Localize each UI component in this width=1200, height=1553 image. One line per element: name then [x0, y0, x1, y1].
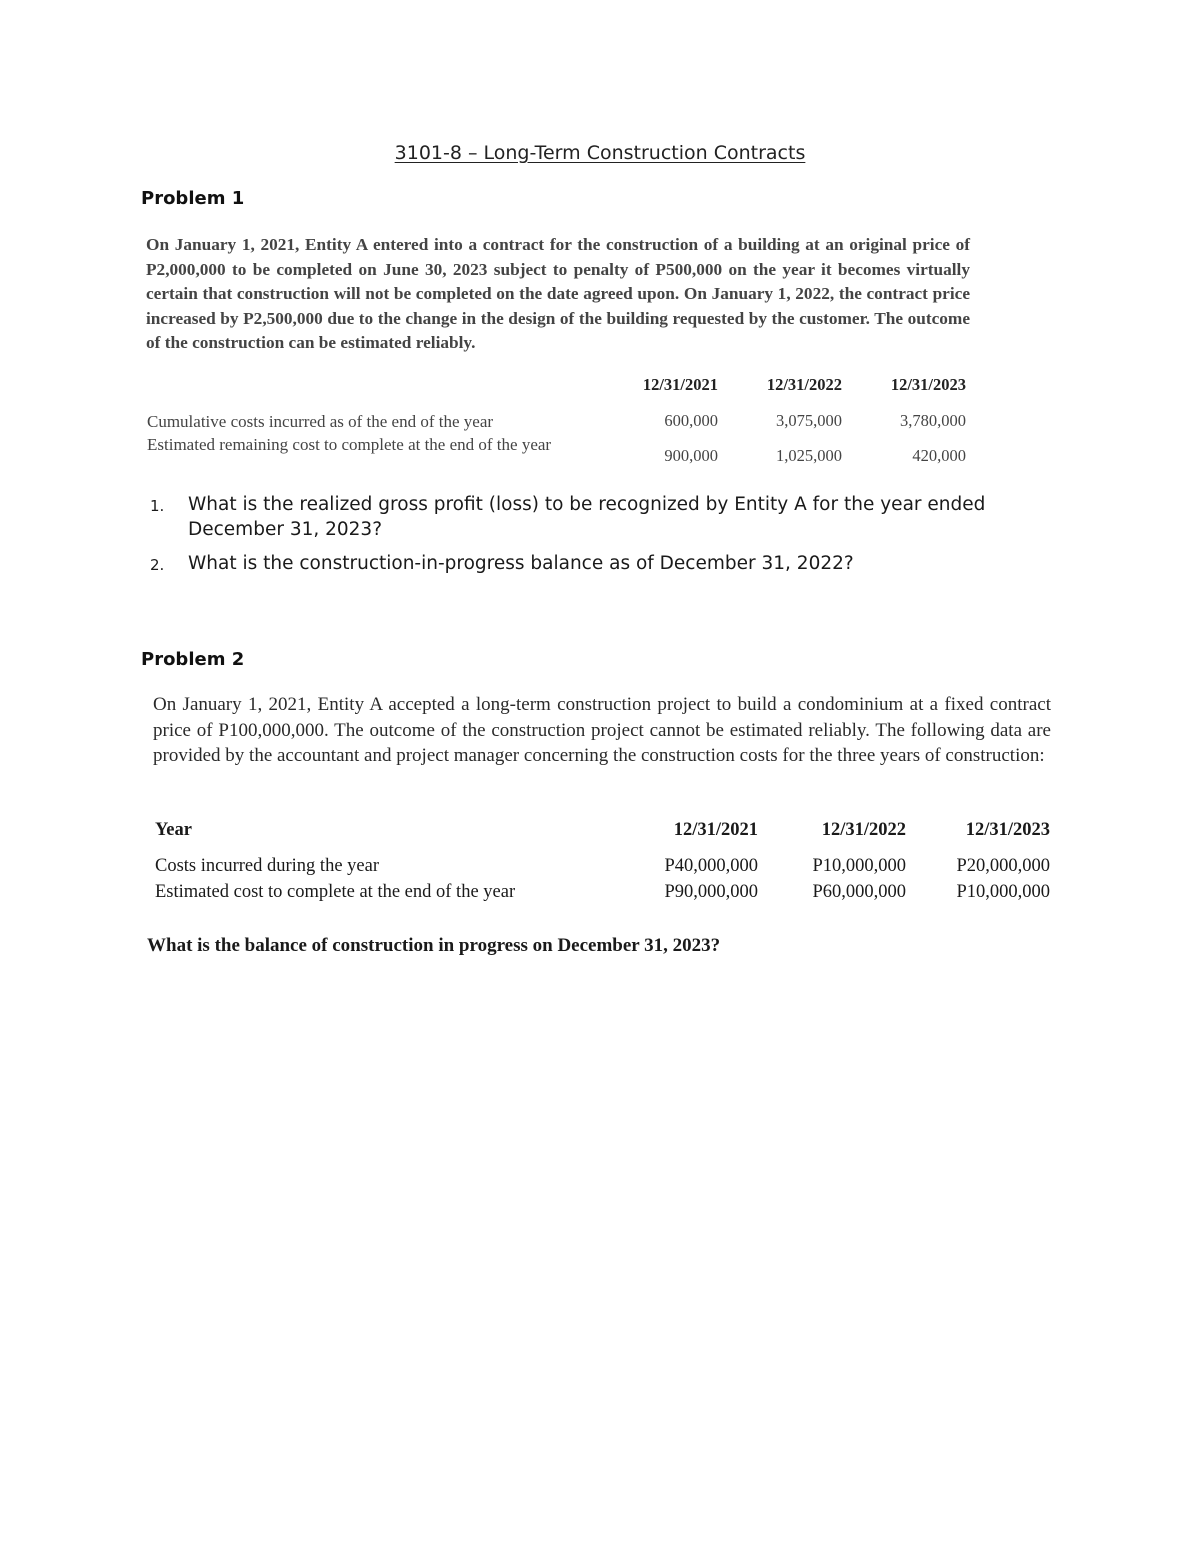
problem2-heading: Problem 2 [141, 649, 245, 670]
p1-row2-value-2021: 900,000 [664, 446, 718, 465]
p1-row1-label: Cumulative costs incurred as of the end of the year [147, 412, 494, 431]
p2-row1-value-2022: P10,000,000 [812, 856, 906, 876]
p2-row1-label: Costs incurred during the year [155, 856, 379, 876]
problem2-question: What is the balance of construction in progress on December 31, 2023? [147, 935, 721, 956]
problem2-paragraph: On January 1, 2021, Entity A accepted a long-term construction project to build a condominium at a fixed contract price of P100,000,000. The outcome of the construction project cannot be estimated reliably. The following data are provided by the accountant and project manager concerning the construction costs for the three years of construction: [153, 694, 1051, 766]
problem1-heading: Problem 1 [141, 188, 245, 209]
question1-text: What is the realized gross profit (loss) to be recognized by Entity A for the year ended December 31, 2023? [188, 494, 986, 540]
p2-row2-label: Estimated cost to complete at the end of the year [155, 882, 516, 902]
question2-text: What is the construction-in-progress balance as of December 31, 2022? [188, 553, 854, 574]
p2-header-2021: 12/31/2021 [673, 820, 758, 840]
p2-row2-value-2022: P60,000,000 [812, 882, 906, 902]
p1-row1-value-2022: 3,075,000 [776, 411, 842, 430]
p1-header-2023: 12/31/2023 [890, 375, 966, 394]
p2-header-2022: 12/31/2022 [821, 820, 906, 840]
p2-row2-value-2021: P90,000,000 [664, 882, 758, 902]
p1-row2-value-2022: 1,025,000 [776, 446, 842, 465]
p2-row2-value-2023: P10,000,000 [956, 882, 1050, 902]
p1-row2-label: Estimated remaining cost to complete at the end of the year [147, 435, 552, 454]
p2-header-year: Year [155, 820, 192, 840]
document-title: 3101-8 – Long-Term Construction Contracts [394, 142, 806, 164]
p2-row1-value-2023: P20,000,000 [956, 856, 1050, 876]
p1-row1-value-2021: 600,000 [664, 411, 718, 430]
p2-header-2023: 12/31/2023 [965, 820, 1050, 840]
problem1-paragraph: On January 1, 2021, Entity A entered into a contract for the construction of a building at an original price of P2,000,000 to be completed on June 30, 2023 subject to penalty of P500,000 on the year it becomes virtually certain that construction will not be completed on the date agreed upon. On January 1, 2022, the contract price increased by P2,500,000 due to the change in the design of the building requested by the customer. The outcome of the construction can be estimated reliably. [146, 235, 970, 352]
p1-header-2022: 12/31/2022 [766, 375, 842, 394]
p2-row1-value-2021: P40,000,000 [664, 856, 758, 876]
p1-header-2021: 12/31/2021 [642, 375, 718, 394]
question2-number: 2. [150, 556, 165, 574]
p1-row2-value-2023: 420,000 [912, 446, 966, 465]
question1-number: 1. [150, 497, 165, 515]
p1-row1-value-2023: 3,780,000 [900, 411, 966, 430]
